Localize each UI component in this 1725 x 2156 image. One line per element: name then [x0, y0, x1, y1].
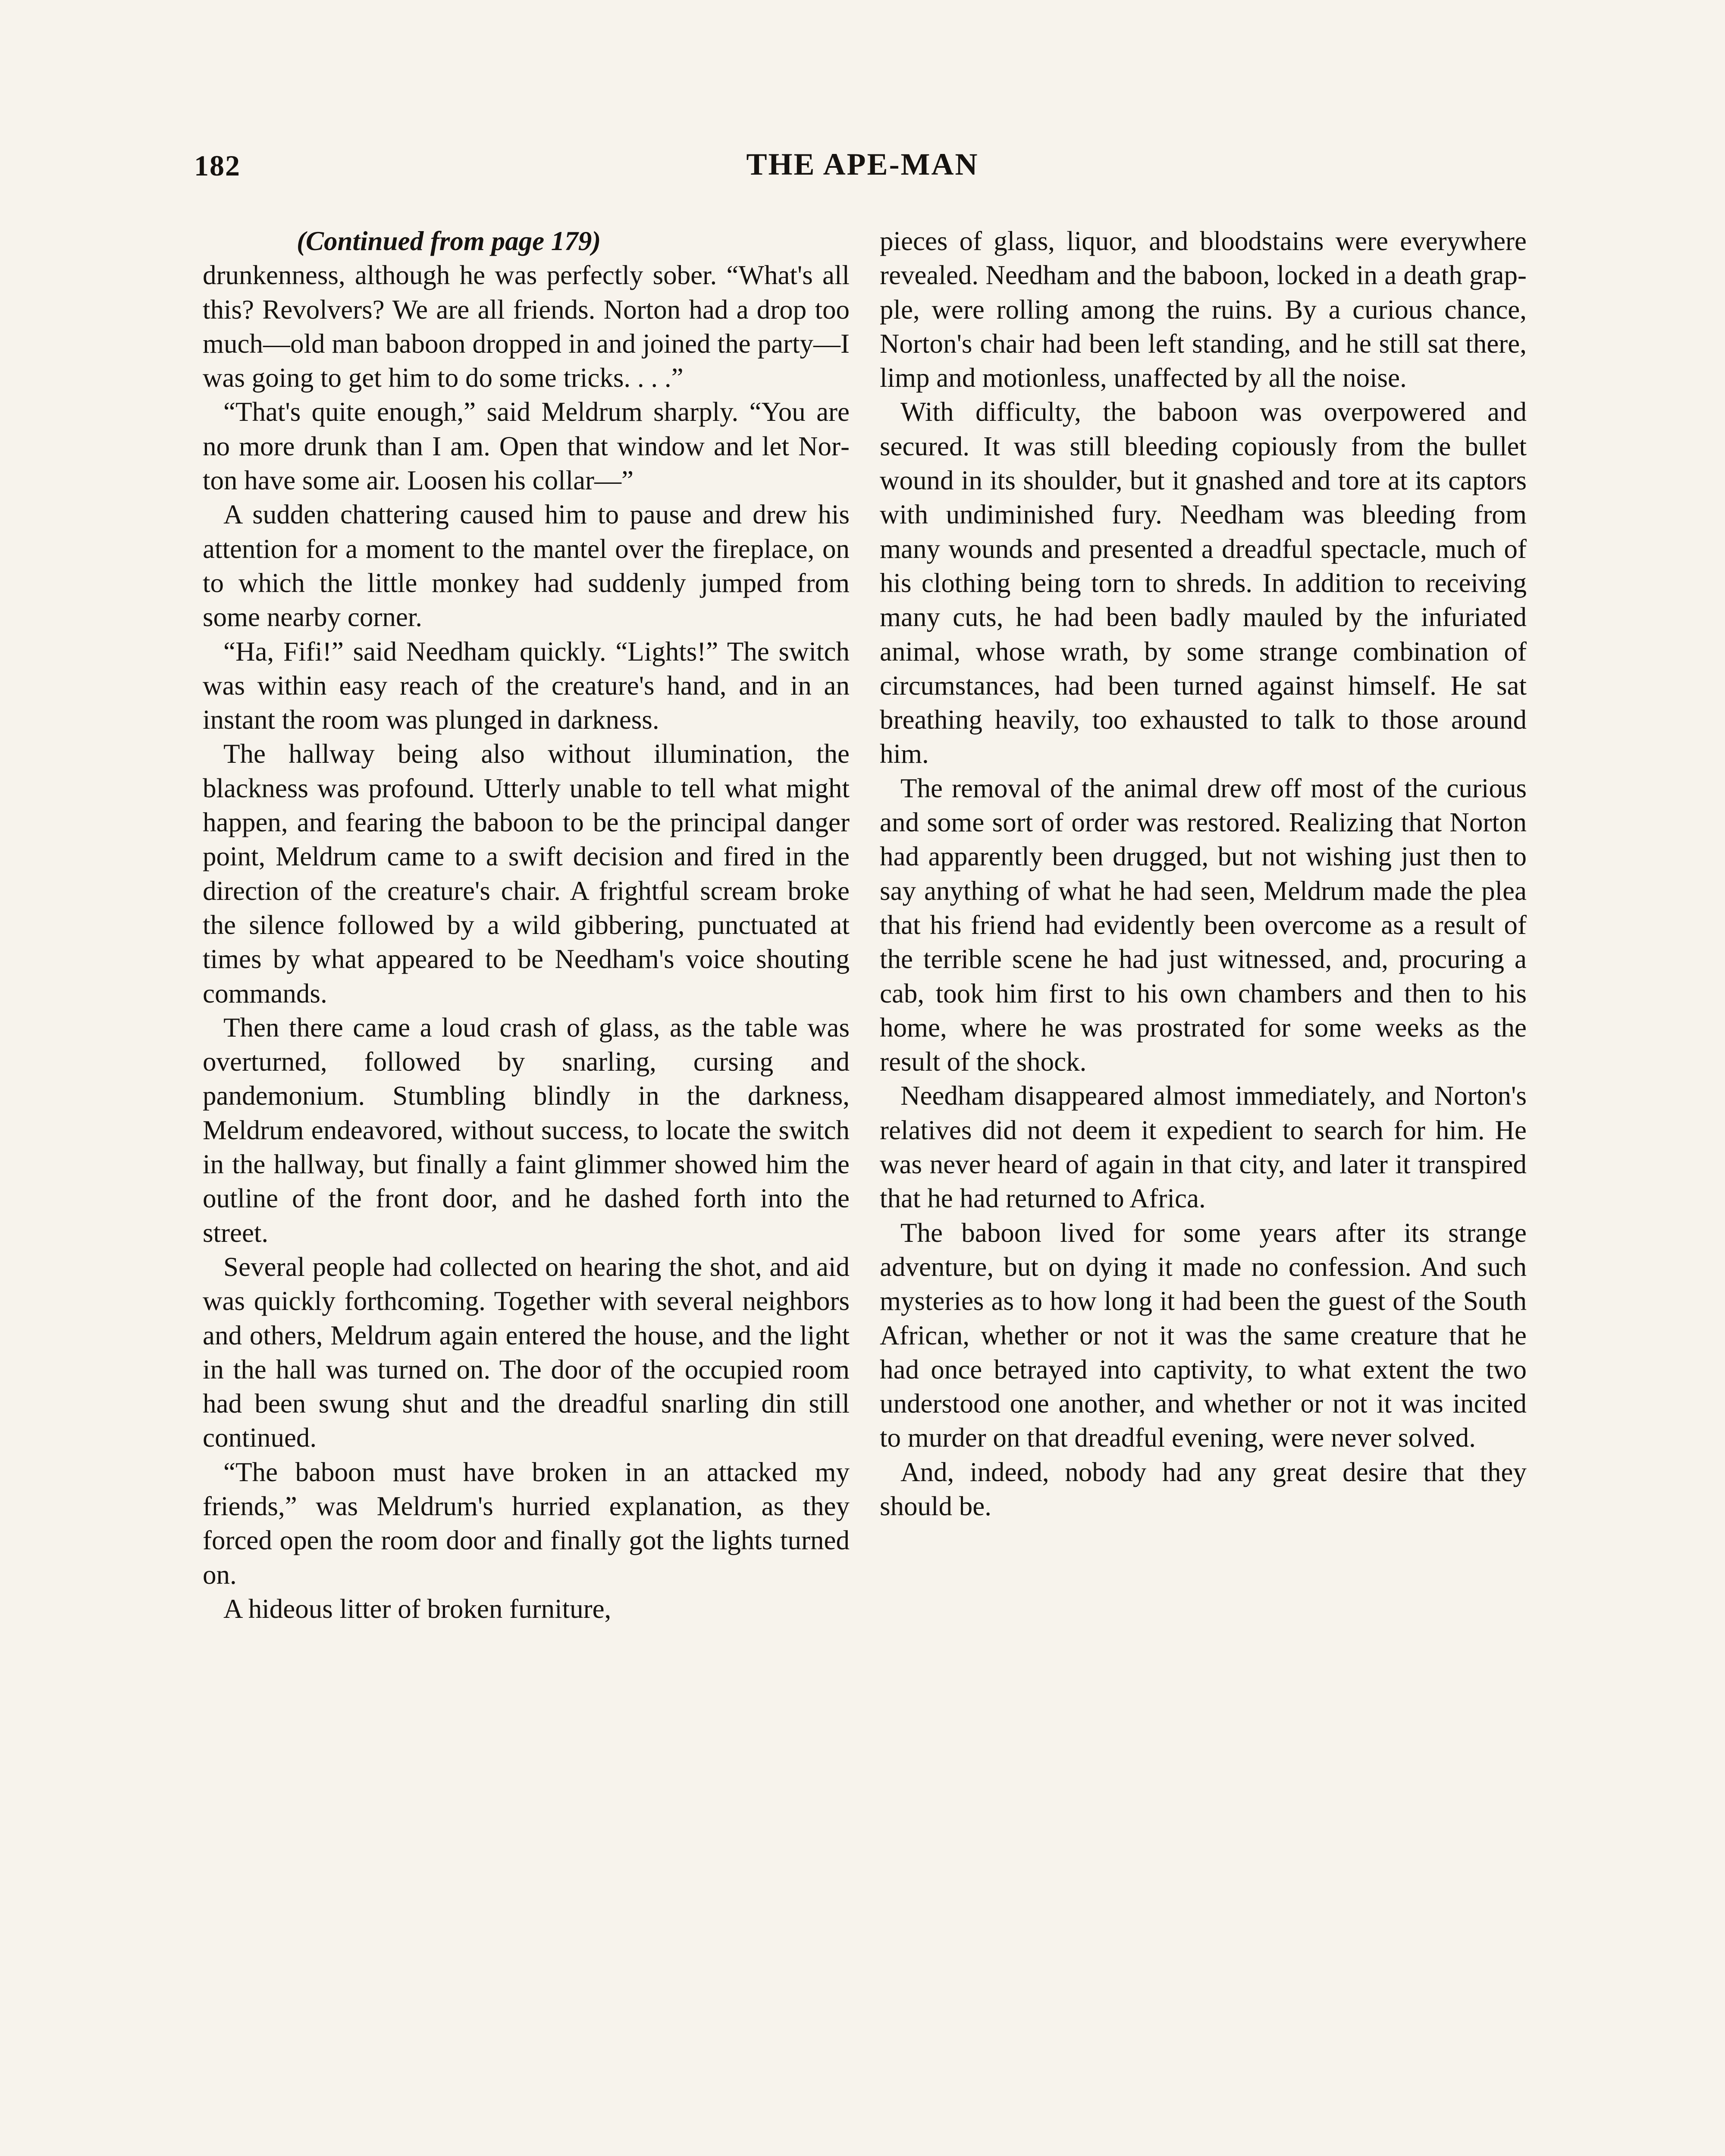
paragraph: “The baboon must have broken in an attacked my friends,” was Meldrum's hurried explanation, as they forced open the room door and finally got the lights turned on.: [203, 1457, 850, 1590]
right-column: [880, 224, 1527, 1523]
running-head-title: THE APE-MAN: [746, 147, 979, 182]
continued-note: (Continued from page 179): [297, 226, 601, 256]
paragraph: Needham disappeared almost immediately, and Norton's relatives did not deem it expedient to search for him. He was never heard of again in that city, and later it transpired that he had returned to Africa.: [880, 1081, 1527, 1214]
left-column: [203, 224, 850, 1626]
paragraph: “That's quite enough,” said Meldrum sharply. “You are no more drunk than I am. Open that window and let Norton have some air. Loosen his collar—”: [203, 397, 850, 496]
paragraph: The hallway being also without illumination, the blackness was profound. Utterly unable to tell what might happen, and fearing the baboon to be the principal danger point, Meldrum came to a swift decision and fired in the direction of the creature's chair. A frightful scream broke the silence followed by a wild gibbering, punctuated at times by what appeared to be Needham's voice shouting commands.: [203, 739, 850, 1009]
paragraph: The baboon lived for some years after its strange adventure, but on dying it made no confession. And such mysteries as to how long it had been the guest of the South African, whether or not it was the same creature that he had once betrayed into captivity, to what extent the two understood one another, and whether or not it was incited to murder on that dreadful evening, were never solved.: [880, 1217, 1527, 1453]
paragraph: The removal of the animal drew off most of the curious and some sort of order was restored. Realizing that Norton had apparently been drugged, but not wishing just then to say anything of what he had seen, Meldrum made the plea that his friend had evidently been overcome as a result of the terrible scene he had just witnessed, and, procuring a cab, took him first to his own chambers and then to his home, where he was prostrated for some weeks as the result of the shock.: [880, 773, 1527, 1077]
paragraph: “Ha, Fifi!” said Needham quickly. “Lights!” The switch was within easy reach of the creature's hand, and in an instant the room was plunged in darkness.: [203, 636, 850, 735]
paragraph: Several people had collected on hearing the shot, and aid was quickly forthcoming. Together with several neighbors and others, Meldrum again entered the house, and the light in the hall was turned on. The door of the occupied room had been swung shut and the dreadful snarling din still continued.: [203, 1251, 850, 1453]
page-number: 182: [194, 149, 241, 182]
paragraph: A sudden chattering caused him to pause and drew his attention for a moment to the mantel over the fireplace, on to which the little monkey had suddenly jumped from some nearby corner.: [203, 499, 850, 633]
paragraph: drunkenness, although he was perfectly sober. “What's all this? Revolvers? We are all friends. Norton had a drop too much—old man baboon dropped in and joined the party—I was going to get him to do some tricks. . . .”: [203, 260, 850, 393]
paragraph: With difficulty, the baboon was overpowered and secured. It was still bleeding copiously from the bullet wound in its shoulder, but it gnashed and tore at its captors with undiminished fury. Needham was bleeding from many wounds and presented a dreadful spectacle, much of his clothing being torn to shreds. In addition to receiving many cuts, he had been badly mauled by the infuriated animal, whose wrath, by some strange combination of circumstances, had been turned against himself. He sat breathing heavily, too exhausted to talk to those around him.: [880, 397, 1527, 769]
paragraph: And, indeed, nobody had any great desire that they should be.: [880, 1457, 1527, 1521]
paragraph: A hideous litter of broken furniture,: [223, 1593, 612, 1624]
paragraph: Then there came a loud crash of glass, as the table was overturned, followed by snarling, cursing and pandemonium. Stumbling blindly in the darkness, Meldrum endeavored, without success, to locate the switch in the hallway, but finally a faint glimmer showed him the outline of the front door, and he dashed forth into the street.: [203, 1012, 850, 1248]
paragraph: pieces of glass, liquor, and bloodstains were everywhere revealed. Needham and the baboon, locked in a death grapple, were rolling among the ruins. By a curious chance, Norton's chair had been left standing, and he still sat there, limp and motionless, unaffected by all the noise.: [880, 226, 1527, 393]
